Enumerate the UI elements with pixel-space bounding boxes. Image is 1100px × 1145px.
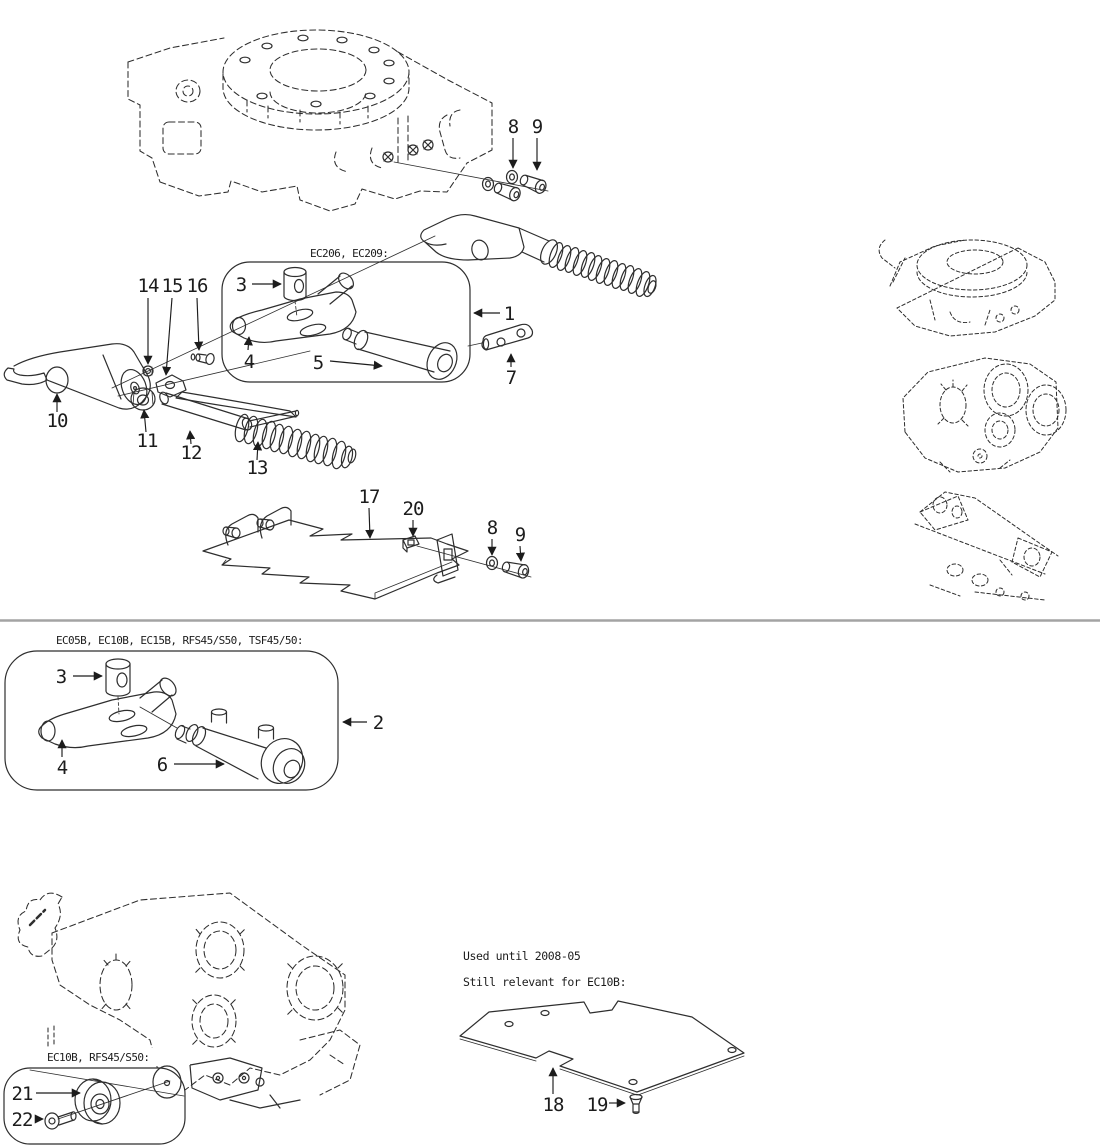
thumbnail-machine-3: [915, 492, 1058, 600]
part-18-plate: [460, 1001, 744, 1095]
machine-top-overview: [128, 30, 492, 211]
leader-17: [369, 508, 370, 538]
note-used-until: Used until 2008-05: [463, 949, 581, 963]
ring-bolt-holes: [240, 35, 394, 107]
callout-14: 14: [137, 275, 159, 297]
damper-assembly: [421, 215, 659, 299]
variant-box-ec206-ec209: [222, 262, 470, 382]
part-17-plate: [203, 507, 468, 599]
callout-10: 10: [46, 410, 68, 432]
part-19-screw: [630, 1095, 642, 1114]
washer-8-b: [507, 171, 518, 184]
part-6-cylinder: [173, 709, 310, 791]
callout-2: 2: [372, 712, 384, 734]
part-11-nut: [131, 388, 155, 410]
machine-bottom-feet: [190, 1058, 300, 1108]
callout-21: 21: [11, 1083, 33, 1105]
callout-9-top: 9: [531, 116, 543, 138]
assembly-axis-line-6: [140, 707, 177, 728]
part-7-link: [482, 324, 533, 350]
callout-13: 13: [246, 457, 268, 479]
part-4-lever-arm: [230, 270, 356, 342]
part-10-handle: [4, 344, 151, 409]
callout-12: 12: [180, 442, 202, 464]
callout-8-top: 8: [507, 116, 519, 138]
part-5-gas-spring: [341, 327, 462, 384]
leader-4-box1: [248, 337, 249, 350]
leader-11: [144, 410, 146, 432]
callout-1: 1: [503, 303, 515, 325]
callout-6: 6: [156, 754, 168, 776]
callout-4-box2: 4: [56, 757, 68, 779]
callout-3-box1: 3: [235, 274, 247, 296]
callout-22: 22: [11, 1109, 33, 1131]
callout-19: 19: [586, 1094, 608, 1116]
part-3b-bushing: [106, 659, 130, 714]
variant-box-1-label: EC206, EC209:: [310, 247, 389, 260]
callout-18: 18: [542, 1094, 564, 1116]
variant-box-3-label: EC10B, RFS45/S50:: [47, 1051, 150, 1064]
callout-17: 17: [358, 486, 380, 508]
thumbnail-machine-1: [879, 240, 1055, 336]
callout-8-plate: 8: [486, 517, 498, 539]
callout-16: 16: [186, 275, 208, 297]
leader-16: [197, 298, 199, 350]
callout-7: 7: [505, 367, 517, 389]
callout-11: 11: [136, 430, 158, 452]
callout-3-box2: 3: [55, 666, 67, 688]
callout-15: 15: [161, 275, 183, 297]
leader-15: [166, 298, 172, 375]
washer-8-c: [487, 557, 498, 570]
callout-9-plate: 9: [514, 524, 526, 546]
bolt-axis-line-plate: [417, 546, 531, 577]
thumbnail-machine-2: [903, 358, 1066, 472]
callout-4-box1: 4: [243, 351, 255, 373]
bolt-9-b: [518, 172, 548, 195]
part-16-bolt: [191, 353, 215, 366]
bolt-9-c: [501, 560, 530, 580]
leader-9-plate: [520, 546, 521, 561]
note-still-relevant: Still relevant for EC10B:: [463, 975, 627, 989]
variant-box-2-label: EC05B, EC10B, EC15B, RFS45/S50, TSF45/50:: [56, 634, 303, 647]
callout-20: 20: [402, 498, 424, 520]
callout-5: 5: [312, 352, 324, 374]
leader-5: [330, 361, 382, 366]
